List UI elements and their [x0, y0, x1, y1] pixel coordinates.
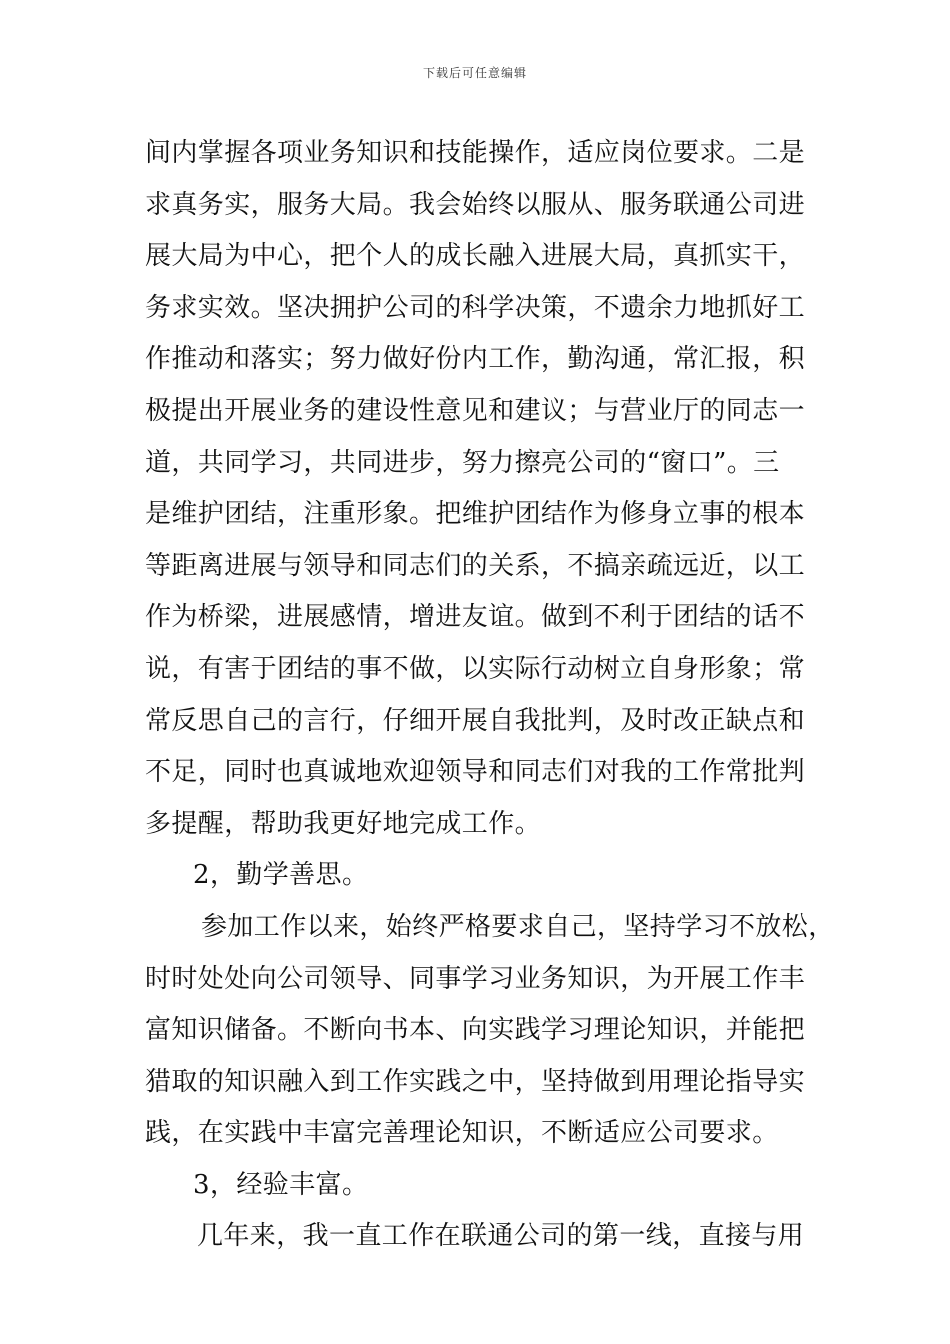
- document-body: [145, 128, 835, 1263]
- text-line: 作为桥梁，进展感情，增进友谊。做到不利于团结的话不: [145, 602, 806, 633]
- text-line: 是维护团结，注重形象。把维护团结作为修身立事的根本: [145, 499, 806, 530]
- section-heading: 2，勤学善思。: [193, 860, 369, 891]
- text-line: 时时处处向公司领导、同事学习业务知识，为开展工作丰: [145, 963, 806, 994]
- section-heading: 3，经验丰富。: [193, 1169, 369, 1200]
- text-line: 说，有害于团结的事不做，以实际行动树立自身形象；常: [145, 653, 806, 684]
- text-line: 求真务实，服务大局。我会始终以服从、服务联通公司进: [145, 189, 806, 220]
- text-line: 富知识储备。不断向书本、向实践学习理论知识，并能把: [145, 1015, 806, 1046]
- text-line: 猎取的知识融入到工作实践之中，坚持做到用理论指导实: [145, 1066, 806, 1097]
- text-line: 务求实效。坚决拥护公司的科学决策，不遗余力地抓好工: [145, 292, 806, 323]
- text-line: 常反思自己的言行，仔细开展自我批判，及时改正缺点和: [145, 705, 806, 736]
- text-line: 道，共同学习，共同进步，努力擦亮公司的“窗口”。三: [145, 447, 780, 478]
- text-line: 极提出开展业务的建设性意见和建议；与营业厅的同志一: [145, 395, 806, 426]
- page-header: 下载后可任意编辑: [422, 66, 527, 80]
- text-line: 作推动和落实；努力做好份内工作，勤沟通，常汇报，积: [145, 344, 806, 375]
- text-line: 不足，同时也真诚地欢迎领导和同志们对我的工作常批判: [145, 757, 806, 788]
- paragraph-first-line: 几年来，我一直工作在联通公司的第一线，直接与用: [197, 1221, 805, 1252]
- text-line: 多提醒，帮助我更好地完成工作。: [145, 808, 542, 839]
- text-line: 间内掌握各项业务知识和技能操作，适应岗位要求。二是: [145, 138, 806, 168]
- paragraph-first-line: 参加工作以来，始终严格要求自己，坚持学习不放松，: [201, 911, 835, 942]
- text-line: 践，在实践中丰富完善理论知识，不断适应公司要求。: [145, 1118, 779, 1149]
- text-line: 等距离进展与领导和同志们的关系，不搞亲疏远近，以工: [145, 550, 806, 581]
- text-line: 展大局为中心，把个人的成长融入进展大局，真抓实干，: [145, 241, 806, 272]
